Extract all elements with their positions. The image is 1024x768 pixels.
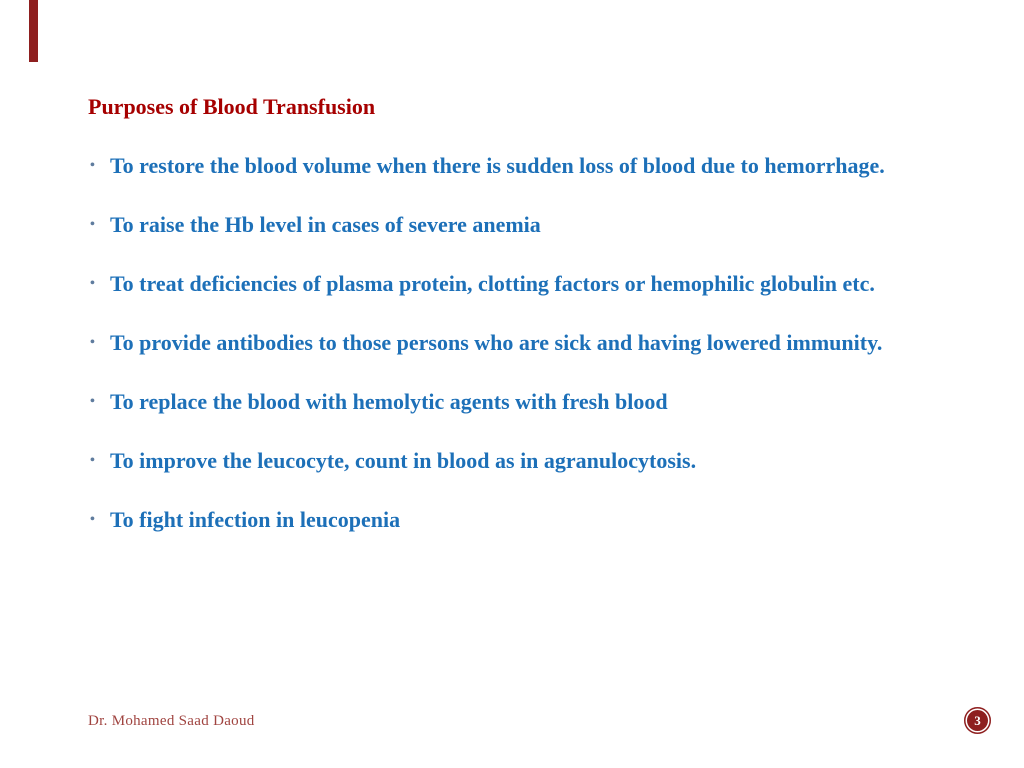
footer-author: Dr. Mohamed Saad Daoud [88, 713, 255, 729]
bullet-dot-icon: • [90, 335, 95, 350]
accent-bar [29, 0, 38, 62]
bullet-item [88, 381, 940, 423]
page-number: 3 [974, 712, 981, 728]
slide-content [88, 86, 940, 558]
bullet-text: To provide antibodies to those persons who are sick and having lowered immunity. [110, 330, 883, 355]
bullet-text: To fight infection in leucopenia [110, 507, 401, 532]
slide-title: Purposes of Blood Transfusion [88, 94, 376, 119]
bullet-item [88, 322, 940, 364]
bullet-text: To treat deficiencies of plasma protein, clotting factors or hemophilic globulin etc. [110, 271, 875, 296]
bullet-item [88, 145, 940, 187]
bullet-text: To improve the leucocyte, count in blood as in agranulocytosis. [110, 448, 697, 473]
bullet-dot-icon: • [90, 453, 95, 468]
bullet-dot-icon: • [90, 512, 95, 527]
bullet-item [88, 204, 940, 246]
bullet-text: To raise the Hb level in cases of severe anemia [110, 212, 541, 237]
bullet-item [88, 440, 940, 482]
page-number-badge [964, 707, 991, 734]
bullet-text: To replace the blood with hemolytic agents with fresh blood [110, 389, 668, 414]
bullet-dot-icon: • [90, 394, 95, 409]
bullet-dot-icon: • [90, 217, 95, 232]
bullet-dot-icon: • [90, 276, 95, 291]
bullet-dot-icon: • [90, 158, 95, 173]
bullet-item [88, 263, 940, 305]
bullet-item [88, 499, 940, 541]
bullet-text: To restore the blood volume when there is sudden loss of blood due to hemorrhage. [110, 153, 885, 178]
